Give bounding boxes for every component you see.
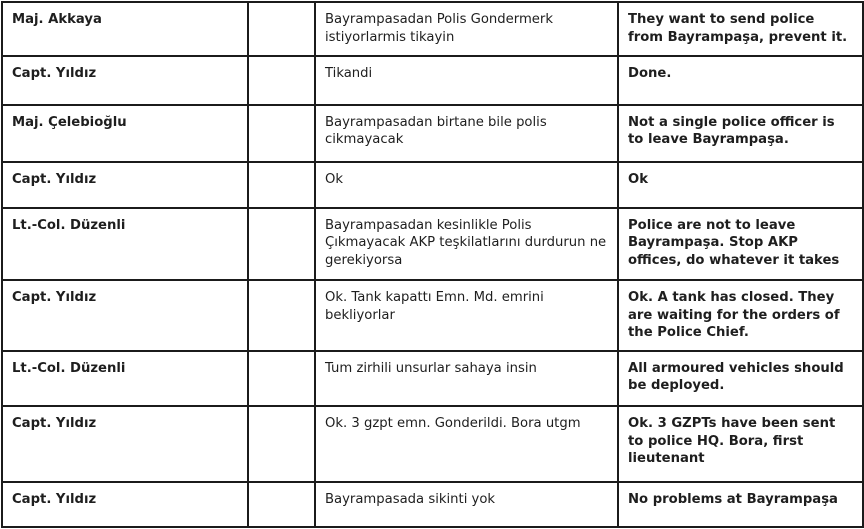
table-row [2, 208, 863, 281]
speaker-cell: Capt. Yıldız [2, 280, 248, 351]
empty-cell [248, 280, 315, 351]
translation-cell: Done. [618, 56, 863, 104]
speaker-cell: Capt. Yıldız [2, 162, 248, 207]
table-row [2, 280, 863, 351]
original-message-cell: Ok. Tank kapattı Emn. Md. emrini bekliyorlar [315, 280, 618, 351]
table-row [2, 56, 863, 104]
empty-cell [248, 2, 315, 56]
original-message-cell: Bayrampasadan kesinlikle Polis Çıkmayacak AKP teşkilatlarını durdurun ne gerekiyorsa [315, 208, 618, 281]
table-row [2, 406, 863, 482]
speaker-cell: Capt. Yıldız [2, 482, 248, 527]
empty-cell [248, 105, 315, 162]
message-log-table [1, 1, 864, 528]
original-message-cell: Tum zirhili unsurlar sahaya insin [315, 351, 618, 406]
original-message-cell: Ok. 3 gzpt emn. Gonderildi. Bora utgm [315, 406, 618, 482]
speaker-cell: Lt.-Col. Düzenli [2, 208, 248, 281]
translation-cell: All armoured vehicles should be deployed. [618, 351, 863, 406]
original-message-cell: Bayrampasadan Polis Gondermerk istiyorlarmis tikayin [315, 2, 618, 56]
empty-cell [248, 56, 315, 104]
translation-cell: Ok [618, 162, 863, 207]
translation-cell: They want to send police from Bayrampaşa, prevent it. [618, 2, 863, 56]
original-message-cell: Bayrampasada sikinti yok [315, 482, 618, 527]
speaker-cell: Capt. Yıldız [2, 406, 248, 482]
empty-cell [248, 482, 315, 527]
table-row [2, 105, 863, 162]
table-row [2, 351, 863, 406]
speaker-cell: Maj. Akkaya [2, 2, 248, 56]
table-row [2, 482, 863, 527]
empty-cell [248, 351, 315, 406]
empty-cell [248, 208, 315, 281]
original-message-cell: Tikandi [315, 56, 618, 104]
original-message-cell: Bayrampasadan birtane bile polis cikmayacak [315, 105, 618, 162]
empty-cell [248, 406, 315, 482]
translation-cell: Ok. 3 GZPTs have been sent to police HQ. Bora, first lieutenant [618, 406, 863, 482]
empty-cell [248, 162, 315, 207]
table-row [2, 162, 863, 207]
speaker-cell: Maj. Çelebioğlu [2, 105, 248, 162]
translation-cell: Not a single police officer is to leave Bayrampaşa. [618, 105, 863, 162]
translation-cell: Ok. A tank has closed. They are waiting for the orders of the Police Chief. [618, 280, 863, 351]
speaker-cell: Capt. Yıldız [2, 56, 248, 104]
table-row [2, 2, 863, 56]
speaker-cell: Lt.-Col. Düzenli [2, 351, 248, 406]
translation-cell: No problems at Bayrampaşa [618, 482, 863, 527]
original-message-cell: Ok [315, 162, 618, 207]
translation-cell: Police are not to leave Bayrampaşa. Stop AKP offices, do whatever it takes [618, 208, 863, 281]
